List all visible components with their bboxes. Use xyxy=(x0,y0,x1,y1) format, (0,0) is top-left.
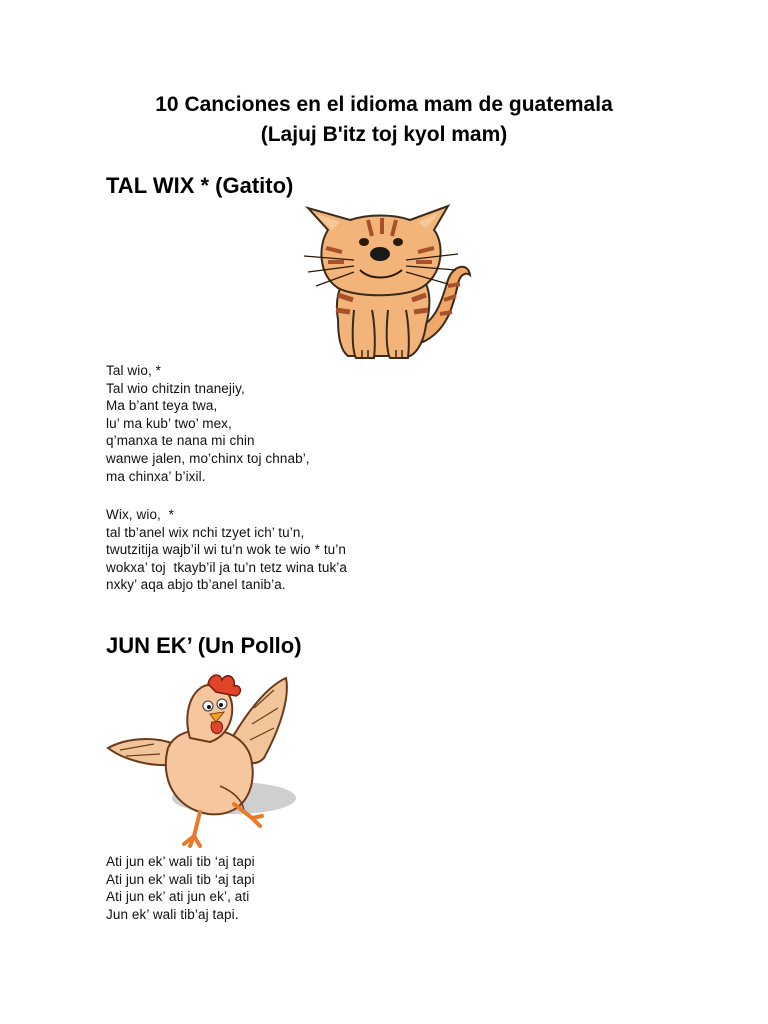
lyric-line: Jun ek’ wali tib’aj tapi. xyxy=(106,906,239,922)
cat-illustration xyxy=(298,200,473,362)
page-title xyxy=(0,90,768,150)
lyric-line: Ati jun ek’ ati jun ek’, ati xyxy=(106,889,250,905)
lyric-line: Tal wio, * xyxy=(106,363,162,378)
lyric-line: Wix, wio, * xyxy=(106,507,174,522)
chicken-illustration xyxy=(104,668,296,850)
lyric-line: tal tb’anel wix nchi tzyet ich’ tu’n, xyxy=(106,524,305,540)
title-line-1: 10 Canciones en el idioma mam de guatemala xyxy=(155,93,613,116)
lyric-line: twutzitija wajb’il wi tu’n wok te wio * tu’n xyxy=(106,542,346,558)
lyric-line: nxky’ aqa abjo tb’anel tanib’a. xyxy=(106,577,286,593)
lyric-line: Ati jun ek’ wali tib ‘aj tapi xyxy=(106,871,255,887)
lyric-line: wanwe jalen, mo’chinx toj chnab’, xyxy=(106,450,310,466)
lyric-line: Tal wio chitzin tnanejiy, xyxy=(106,380,245,396)
song-2-stanza-1 xyxy=(106,853,255,923)
song-1-stanza-1 xyxy=(106,362,310,485)
lyric-line: Ma b’ant teya twa, xyxy=(106,398,218,414)
song-heading-tal-wix: TAL WIX * (Gatito) xyxy=(106,173,294,198)
song-heading-jun-ek: JUN EK’ (Un Pollo) xyxy=(106,633,302,658)
lyric-line: ma chinxa’ b’ixil. xyxy=(106,468,206,484)
song-1-stanza-2 xyxy=(106,506,347,594)
lyric-line: q’manxa te nana mi chin xyxy=(106,433,255,449)
title-line-2: (Lajuj B'itz toj kyol mam) xyxy=(260,123,508,146)
lyric-line: lu’ ma kub’ two’ mex, xyxy=(106,415,232,431)
lyric-line: wokxa’ toj tkayb’il ja tu’n tetz wina tuk’a xyxy=(106,559,348,575)
lyric-line: Ati jun ek’ wali tib ‘aj tapi xyxy=(106,854,255,869)
